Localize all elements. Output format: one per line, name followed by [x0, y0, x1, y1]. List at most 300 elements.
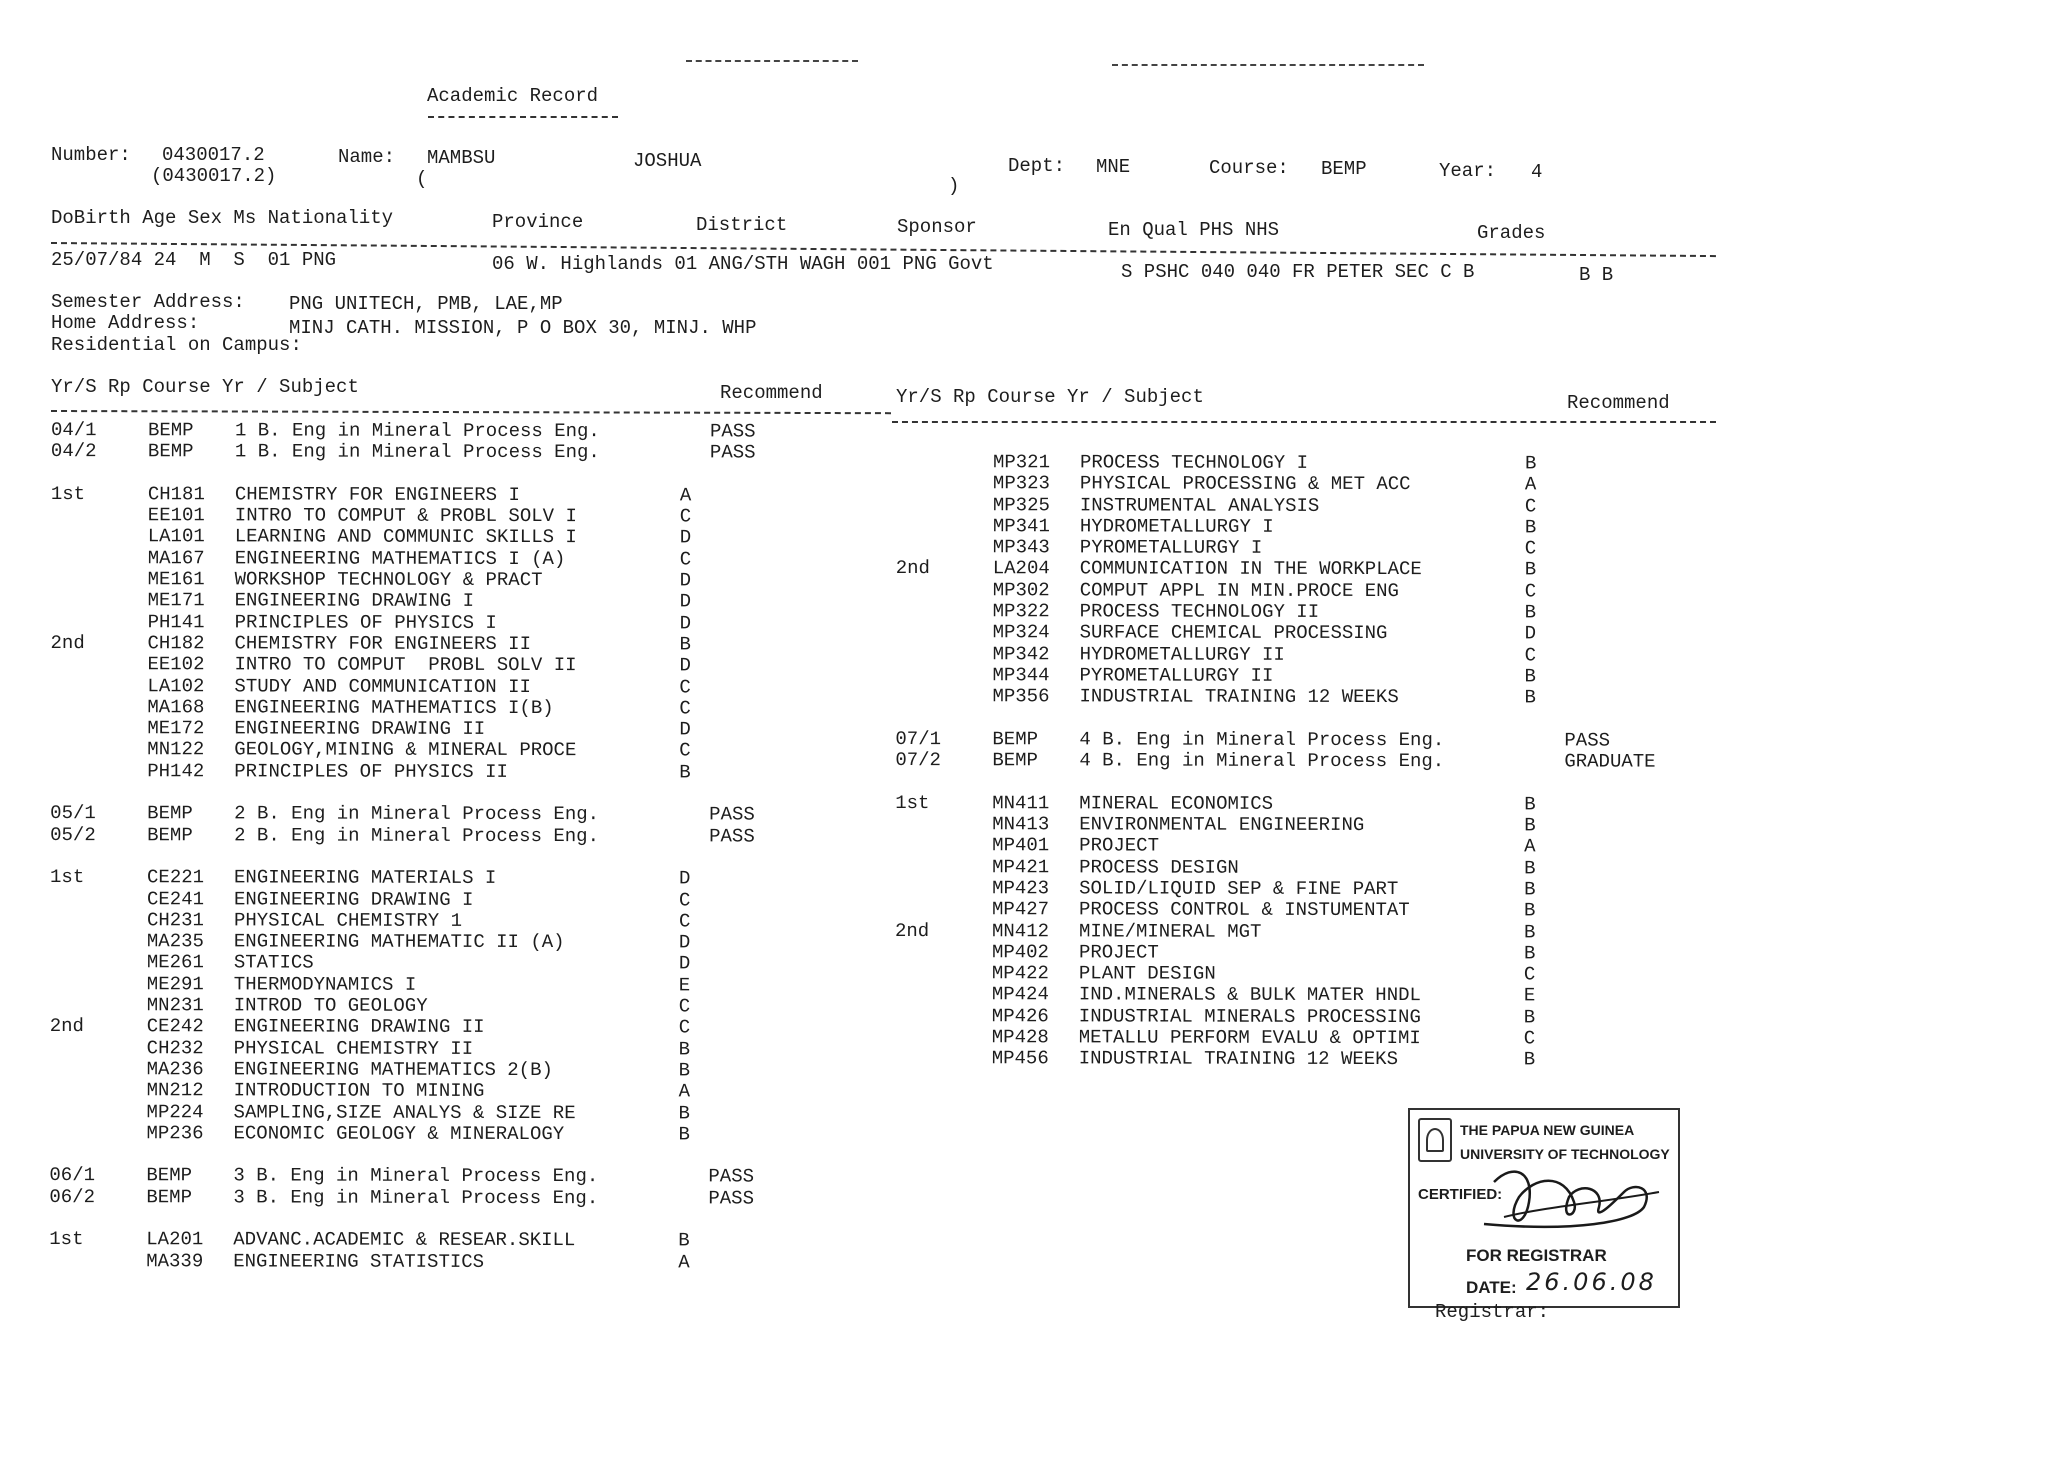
stamp-certified-label: CERTIFIED: — [1418, 1186, 1503, 1203]
course-row — [49, 1251, 754, 1274]
course-semester — [896, 537, 993, 559]
course-row — [896, 622, 1656, 645]
course-grade — [679, 805, 709, 826]
course-semester: 05/2 — [50, 823, 96, 846]
course-subject: IND.MINERALS & BULK MATER HNDL — [1078, 983, 1421, 1007]
course-semester — [895, 984, 992, 1006]
course-grade: D — [679, 569, 692, 592]
stamp-date-value: 26.06.08 — [1526, 1268, 1657, 1296]
col-district-header: District — [696, 214, 788, 236]
university-seal-icon — [1418, 1118, 1452, 1162]
course-subject: INSTRUMENTAL ANALYSIS — [1079, 493, 1320, 517]
course-row — [50, 846, 755, 869]
course-semester — [896, 622, 993, 644]
top-dash-line-2 — [1112, 64, 1424, 66]
course-row — [50, 761, 755, 784]
course-grade — [680, 443, 710, 464]
course-row — [50, 952, 755, 975]
course-grade: A — [1524, 835, 1536, 858]
course-semester — [50, 1101, 147, 1123]
course-grade — [678, 1167, 708, 1188]
course-semester — [51, 612, 148, 634]
course-subject: 3 B. Eng in Mineral Process Eng. — [233, 1164, 599, 1188]
course-semester — [50, 952, 147, 974]
course-row — [51, 569, 756, 592]
course-semester — [896, 452, 993, 473]
course-subject: ENGINEERING DRAWING I — [233, 887, 474, 911]
course-row — [895, 1048, 1655, 1071]
course-subject: INDUSTRIAL TRAINING 12 WEEKS — [1079, 685, 1399, 709]
course-semester — [50, 739, 147, 760]
certification-stamp — [1408, 1108, 1680, 1308]
left-recommend-header: Recommend — [720, 382, 823, 404]
course-subject: SURFACE CHEMICAL PROCESSING — [1079, 621, 1388, 645]
course-row — [896, 516, 1656, 539]
course-subject: ENGINEERING STATISTICS — [233, 1249, 485, 1273]
course-semester — [50, 697, 147, 719]
dept-label: Dept: — [1008, 155, 1066, 177]
course-subject: ENGINEERING MATHEMATIC II (A) — [233, 930, 565, 954]
course-subject: HYDROMETALLURGY I — [1079, 515, 1274, 538]
course-semester — [50, 654, 147, 675]
top-dash-line-1 — [686, 60, 858, 62]
course-code: CE242 — [146, 1015, 204, 1038]
course-grade: C — [1524, 537, 1537, 560]
course-subject: ENGINEERING MATHEMATICS 2(B) — [233, 1058, 553, 1081]
right-recommend-header: Recommend — [1567, 392, 1670, 414]
course-value: BEMP — [1321, 158, 1367, 180]
course-semester — [896, 473, 993, 495]
course-recommend: PASS — [708, 1187, 755, 1210]
course-row — [50, 825, 755, 848]
course-subject: PLANT DESIGN — [1078, 962, 1216, 985]
course-label: Course: — [1209, 157, 1289, 179]
course-subject: STATICS — [233, 951, 314, 974]
course-semester — [50, 995, 147, 1017]
course-code: CE241 — [146, 887, 205, 910]
course-subject: CHEMISTRY FOR ENGINEERS II — [234, 632, 532, 655]
course-row — [895, 686, 1655, 709]
student-surname: MAMBSU — [427, 147, 496, 169]
residential-label: Residential on Campus: — [51, 334, 302, 356]
course-recommend: PASS — [709, 420, 756, 443]
course-row — [50, 910, 755, 933]
course-code: MP422 — [991, 962, 1049, 985]
col-grades-header: Grades — [1477, 222, 1546, 244]
course-semester — [896, 665, 993, 687]
course-recommend: PASS — [709, 803, 755, 826]
course-grade — [1524, 751, 1564, 772]
course-code — [147, 782, 234, 803]
course-code: EE101 — [147, 504, 205, 527]
col-dob-header: DoBirth Age Sex Ms Nationality — [51, 207, 394, 229]
course-grade: B — [1523, 1048, 1536, 1071]
course-grade: C — [679, 739, 691, 762]
course-subject: LEARNING AND COMMUNIC SKILLS I — [234, 525, 577, 549]
course-semester — [895, 1006, 992, 1028]
course-semester — [895, 771, 992, 792]
course-code: ME261 — [146, 951, 204, 974]
course-code: ME171 — [147, 589, 205, 612]
course-row — [895, 814, 1655, 837]
student-row-location: 06 W. Highlands 01 ANG/STH WAGH 001 PNG Govt — [492, 253, 994, 275]
left-course-list — [49, 420, 755, 1273]
course-subject: PRINCIPLES OF PHYSICS II — [234, 760, 508, 783]
course-semester — [895, 835, 992, 857]
course-subject: METALLU PERFORM EVALU & OPTIMI — [1078, 1026, 1421, 1050]
course-subject: ECONOMIC GEOLOGY & MINERALOGY — [233, 1122, 565, 1145]
course-code: MP421 — [992, 855, 1050, 878]
course-row — [895, 750, 1655, 773]
left-table-rule — [51, 410, 891, 414]
course-semester — [50, 931, 147, 952]
course-grade: C — [678, 888, 691, 911]
course-grade: D — [679, 654, 691, 677]
student-row-grades: B B — [1579, 264, 1614, 286]
course-code: MN413 — [992, 813, 1050, 836]
course-recommend: PASS — [708, 1165, 755, 1188]
course-grade: B — [678, 1037, 691, 1060]
course-subject: 3 B. Eng in Mineral Process Eng. — [233, 1186, 599, 1209]
course-code: MP426 — [991, 1004, 1049, 1028]
course-row — [896, 665, 1656, 688]
course-grade: B — [1523, 942, 1536, 965]
col-province-header: Province — [492, 211, 584, 233]
course-row — [51, 633, 756, 656]
course-row — [895, 921, 1655, 944]
course-row — [895, 857, 1655, 880]
course-grade: C — [679, 675, 691, 698]
course-code: BEMP — [992, 728, 1039, 751]
course-code: MN412 — [991, 919, 1050, 942]
course-code: MP402 — [991, 941, 1049, 964]
course-grade: B — [1524, 516, 1537, 539]
course-semester — [50, 1038, 147, 1060]
course-semester — [51, 463, 148, 484]
course-subject: INTRODUCTION TO MINING — [233, 1079, 485, 1103]
course-subject: 2 B. Eng in Mineral Process Eng. — [234, 802, 600, 826]
course-code: MP321 — [992, 451, 1051, 474]
course-row — [51, 441, 756, 464]
course-semester: 07/1 — [895, 727, 942, 750]
course-code: PH141 — [147, 610, 205, 633]
course-subject — [234, 782, 679, 804]
course-row — [49, 1165, 754, 1188]
course-row — [51, 484, 756, 507]
course-grade: E — [678, 974, 691, 997]
course-subject: HYDROMETALLURGY II — [1079, 643, 1285, 666]
course-semester: 04/2 — [50, 440, 97, 463]
course-row — [51, 526, 756, 549]
right-table-header: Yr/S Rp Course Yr / Subject — [896, 386, 1204, 408]
student-row-personal: 25/07/84 24 M S 01 PNG — [51, 249, 337, 271]
paren-open: ( — [416, 168, 428, 190]
home-address: MINJ CATH. MISSION, P O BOX 30, MINJ. WHP — [289, 317, 757, 339]
right-course-list — [895, 452, 1657, 1071]
course-row — [896, 537, 1656, 560]
col-sponsor-header: Sponsor — [897, 216, 977, 238]
course-row — [50, 803, 755, 826]
course-code: MN231 — [146, 994, 204, 1017]
course-code: CE221 — [147, 866, 205, 889]
course-subject: INDUSTRIAL TRAINING 12 WEEKS — [1078, 1047, 1399, 1071]
course-grade: D — [678, 931, 691, 954]
course-code: MP456 — [991, 1047, 1049, 1070]
course-semester — [896, 495, 993, 516]
course-row — [50, 676, 755, 699]
course-code: BEMP — [147, 823, 193, 846]
course-code: MP224 — [146, 1100, 204, 1123]
course-subject: INTRO TO COMPUT & PROBL SOLV I — [234, 504, 577, 528]
course-row — [895, 771, 1655, 794]
course-code: EE102 — [147, 653, 205, 676]
course-subject: 1 B. Eng in Mineral Process Eng. — [234, 440, 600, 464]
year-value: 4 — [1531, 161, 1543, 183]
course-grade: B — [679, 633, 691, 656]
course-code: MP428 — [991, 1026, 1049, 1049]
course-subject: ADVANC.ACADEMIC & RESEAR.SKILL — [233, 1228, 576, 1252]
number-label: Number: — [51, 144, 131, 166]
course-row — [895, 835, 1655, 858]
course-code: BEMP — [147, 802, 193, 825]
course-semester — [895, 814, 992, 836]
course-semester — [895, 878, 992, 899]
course-subject: 4 B. Eng in Mineral Process Eng. — [1079, 749, 1445, 773]
course-semester: 07/2 — [895, 749, 941, 772]
course-semester: 2nd — [895, 557, 930, 580]
course-semester: 1st — [50, 866, 85, 889]
course-grade: A — [678, 1250, 690, 1273]
course-grade — [1524, 773, 1564, 794]
course-grade — [679, 847, 709, 868]
course-row — [895, 942, 1655, 965]
course-row — [895, 878, 1655, 901]
course-grade — [1524, 709, 1564, 730]
course-subject: PROCESS TECHNOLOGY II — [1079, 600, 1320, 623]
course-row — [49, 1187, 754, 1210]
course-grade: B — [1524, 814, 1536, 837]
course-code: MP423 — [992, 877, 1050, 900]
course-semester — [895, 1048, 992, 1070]
course-grade: C — [679, 505, 692, 528]
course-semester — [895, 942, 992, 964]
course-subject: STUDY AND COMMUNICATION II — [234, 674, 531, 698]
course-row — [895, 729, 1655, 752]
course-grade: B — [1524, 686, 1536, 709]
course-grade: A — [1524, 473, 1537, 496]
course-semester — [896, 601, 993, 622]
course-grade: B — [1524, 665, 1536, 688]
course-semester: 2nd — [50, 631, 85, 655]
course-grade: B — [1524, 452, 1537, 475]
course-semester — [50, 782, 147, 804]
course-grade: B — [1523, 920, 1536, 943]
course-row — [51, 612, 756, 635]
course-subject: ENGINEERING DRAWING II — [233, 1015, 485, 1039]
course-row — [50, 1038, 755, 1061]
course-semester — [49, 1123, 146, 1145]
course-grade: B — [1524, 793, 1536, 816]
course-grade: C — [679, 697, 691, 720]
course-row — [50, 1101, 755, 1124]
course-subject — [1079, 772, 1524, 794]
course-semester — [49, 1144, 146, 1166]
course-semester — [50, 910, 147, 932]
course-row — [49, 1144, 754, 1167]
course-grade: A — [678, 1080, 691, 1103]
course-subject: PROCESS TECHNOLOGY I — [1079, 451, 1309, 474]
course-row — [50, 995, 755, 1018]
course-grade: B — [678, 1059, 691, 1082]
course-subject: 1 B. Eng in Mineral Process Eng. — [234, 419, 600, 443]
course-row — [51, 548, 756, 571]
course-code: MP323 — [992, 472, 1050, 495]
course-semester — [895, 1027, 992, 1049]
course-code: MP344 — [992, 664, 1050, 687]
course-row — [896, 580, 1656, 603]
course-subject: PROJECT — [1078, 941, 1159, 964]
course-subject: PROJECT — [1079, 834, 1160, 857]
course-grade: B — [1524, 878, 1536, 901]
course-row — [896, 473, 1656, 496]
course-grade: D — [678, 952, 691, 975]
course-subject: 2 B. Eng in Mineral Process Eng. — [234, 824, 600, 847]
course-semester — [51, 505, 148, 527]
student-given-name: JOSHUA — [633, 150, 702, 172]
course-code: MP236 — [146, 1121, 204, 1145]
course-code: CH181 — [147, 483, 205, 506]
course-subject: ENGINEERING MATHEMATICS I(B) — [234, 696, 554, 719]
course-code: MP341 — [992, 515, 1050, 538]
course-subject: WORKSHOP TECHNOLOGY & PRACT — [234, 568, 543, 592]
registrar-label: Registrar: — [1435, 1301, 1550, 1323]
course-grade: C — [1523, 963, 1536, 986]
course-code — [992, 772, 1079, 793]
course-grade: C — [1524, 494, 1537, 517]
course-grade — [680, 421, 710, 442]
right-table-rule — [892, 421, 1716, 423]
name-label: Name: — [338, 146, 396, 168]
course-grade: D — [1524, 622, 1537, 645]
course-row — [49, 1208, 754, 1231]
course-code — [147, 846, 234, 867]
stamp-date-label: DATE: — [1466, 1278, 1517, 1297]
course-semester: 1st — [50, 482, 86, 505]
course-grade: C — [678, 1016, 691, 1039]
course-code: LA204 — [992, 557, 1050, 580]
course-semester — [50, 1059, 147, 1080]
course-semester — [49, 1251, 146, 1273]
course-grade — [678, 1188, 708, 1209]
course-subject: ENVIRONMENTAL ENGINEERING — [1079, 813, 1365, 837]
course-code — [146, 1208, 233, 1229]
course-code: ME161 — [147, 568, 205, 591]
course-grade: B — [1524, 899, 1536, 922]
course-subject: COMPUT APPL IN MIN.PROCE ENG — [1079, 579, 1399, 602]
course-row — [895, 1006, 1655, 1029]
course-grade — [1524, 730, 1564, 751]
course-row — [50, 1080, 755, 1103]
course-subject: PROCESS DESIGN — [1079, 856, 1239, 879]
course-grade — [678, 1145, 708, 1166]
course-grade: B — [678, 1229, 690, 1252]
course-grade — [680, 464, 710, 485]
course-subject: INTRO TO COMPUT PROBL SOLV II — [234, 653, 577, 677]
course-row — [895, 984, 1655, 1007]
course-code: MN411 — [992, 791, 1050, 815]
course-grade: D — [679, 590, 692, 613]
course-grade: C — [678, 910, 691, 933]
course-code: LA101 — [147, 525, 205, 548]
course-subject — [235, 463, 680, 485]
course-semester — [895, 686, 992, 707]
course-subject: COMMUNICATION IN THE WORKPLACE — [1079, 557, 1422, 581]
course-code: LA102 — [147, 674, 205, 697]
course-subject: PHYSICAL CHEMISTRY 1 — [233, 909, 463, 932]
course-subject: MINERAL ECONOMICS — [1079, 792, 1274, 815]
title-underline — [428, 116, 618, 118]
course-code: MA168 — [147, 696, 205, 719]
course-grade: C — [678, 995, 691, 1018]
course-semester — [895, 708, 992, 730]
stamp-university-line2: UNIVERSITY OF TECHNOLOGY — [1460, 1146, 1670, 1162]
course-code: MP324 — [992, 621, 1050, 644]
course-code: BEMP — [992, 749, 1038, 772]
course-subject: ENGINEERING DRAWING II — [234, 717, 486, 741]
course-grade: D — [679, 611, 692, 635]
course-row — [895, 1027, 1655, 1050]
course-semester — [50, 676, 147, 698]
course-subject: CHEMISTRY FOR ENGINEERS I — [234, 483, 520, 506]
course-row — [49, 1229, 754, 1252]
registrar-signature — [1474, 1162, 1674, 1242]
course-row — [895, 899, 1655, 922]
course-semester: 05/1 — [50, 802, 96, 825]
course-row — [895, 708, 1655, 731]
course-subject: ENGINEERING MATERIALS I — [234, 866, 497, 890]
course-code: MA235 — [146, 930, 204, 953]
course-code: MP356 — [992, 685, 1050, 708]
course-semester — [896, 580, 993, 602]
course-recommend: PASS — [709, 825, 755, 848]
course-semester — [51, 590, 148, 612]
course-subject: INTROD TO GEOLOGY — [233, 994, 428, 1017]
course-grade: B — [1523, 1006, 1536, 1029]
course-row — [51, 590, 756, 613]
course-semester — [50, 846, 147, 867]
course-subject: MINE/MINERAL MGT — [1078, 919, 1262, 943]
course-row — [895, 793, 1655, 816]
semester-address: PNG UNITECH, PMB, LAE,MP — [289, 293, 563, 315]
course-code: LA201 — [146, 1228, 204, 1251]
course-subject: INDUSTRIAL MINERALS PROCESSING — [1078, 1005, 1421, 1028]
course-grade: E — [1523, 984, 1536, 1007]
course-semester — [895, 963, 992, 984]
course-semester — [50, 974, 147, 996]
course-subject — [234, 846, 679, 868]
semester-address-label: Semester Address: — [51, 291, 245, 313]
course-recommend: GRADUATE — [1564, 750, 1656, 773]
course-semester — [51, 569, 148, 590]
course-subject: THERMODYNAMICS I — [233, 973, 417, 996]
course-code — [148, 463, 235, 484]
home-address-label: Home Address: — [51, 312, 200, 334]
course-semester — [896, 644, 993, 666]
course-subject: SOLID/LIQUID SEP & FINE PART — [1079, 877, 1399, 900]
course-semester — [51, 548, 148, 570]
course-code: ME172 — [147, 717, 205, 740]
paren-close: ) — [948, 175, 960, 197]
